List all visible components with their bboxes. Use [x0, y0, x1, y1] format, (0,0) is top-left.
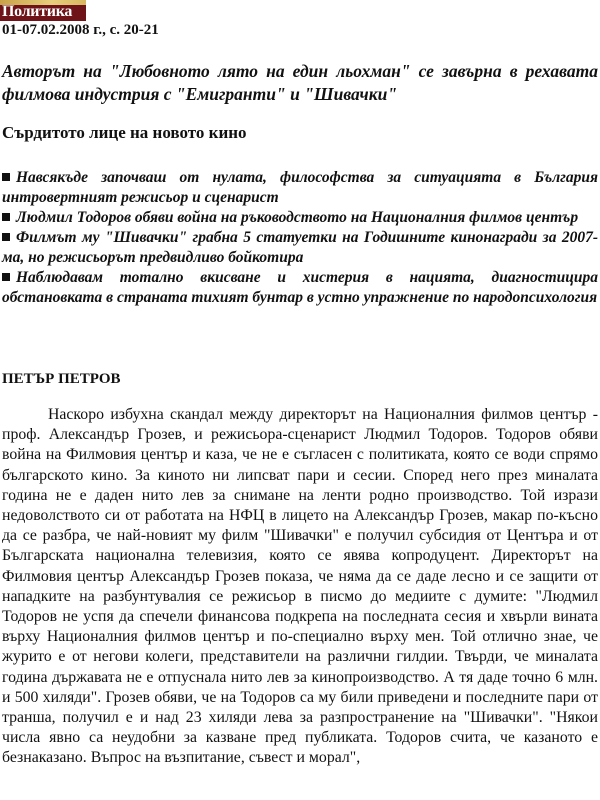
summary-bullet: [2, 168, 598, 208]
article-headline: Сърдитото лице на новото кино: [2, 123, 247, 142]
summary-bullet: [2, 208, 598, 228]
bullet-text: Филмът му "Шивачки" грабна 5 статуетки на Годишните кинонагради за 2007-ма, но режисьорът предвидливо бойкотира: [2, 229, 598, 266]
logo-text: Политика: [2, 3, 73, 20]
bullet-text: Навсякъде започваш от нулата, философства за ситуацията в България интровертният режисьор и сценарист: [2, 169, 598, 206]
summary-bullets: [2, 168, 598, 308]
publication-logo: [0, 0, 86, 21]
dateline: 01-07.02.2008 г., с. 20-21: [2, 22, 159, 38]
summary-bullet: [2, 228, 598, 268]
article-subhead: Авторът на "Любовното лято на един льохман" се завърна в рехавата филмова индустрия с "Емигранти" и "Шивачки": [2, 61, 598, 104]
square-bullet-icon: [2, 273, 10, 281]
bullet-text: Людмил Тодоров обяви война на ръководството на Националния филмов център: [16, 209, 579, 226]
square-bullet-icon: [2, 173, 10, 181]
author-byline: ПЕТЪР ПЕТРОВ: [2, 371, 121, 387]
square-bullet-icon: [2, 233, 10, 241]
summary-bullet: [2, 268, 598, 308]
bullet-text: Наблюдавам тотално вкисване и хистерия в нацията, диагностицира обстановката в страната тихият бунтар в устно упражнение по народопсихология: [2, 269, 598, 306]
square-bullet-icon: [2, 213, 10, 221]
article-body: Наскоро избухна скандал между директорът на Националния филмов център - проф. Александър Грозев, и режисьора-сценарист Людмил Тодоров. Тодоров обяви война на Филмовия център и каза, че не е съгласен с политиката, която се води спрямо българското кино. За киното ни липсват пари и сесии. Според него през миналата година не е даден нито лев за снимане на ленти родно производство. Той изрази недоволството си от работата на НФЦ в лицето на Александър Грозев, макар по-късно да се разбра, че най-новият му филм "Шивачки" е получил субсидия от Центъра и от Българската национална телевизия, която се явява копродуцент. Директорът на Филмовия център Александър Грозев показа, че няма да се даде лесно и се защити от нападките на разбунтувалия се режисьор в писмо до медиите с думите: "Людмил Тодоров не успя да спечели финансова подкрепа на последната сесия и хвърли вината върху Националния филмов център и по-специално върху мен. Той отлично знае, че журито е от негови колеги, представители на различни гилдии. Твърди, че миналата година държавата не е отпуснала нито лев за кинопроизводство. А тя даде точно 6 млн. и 500 хиляди". Грозев обяви, че на Тодоров са му били приведени и последните пари от транша, получил е и над 23 хиляди лева за разпространение на "Шивачки". "Някои числа явно са неудобни за казване пред публиката. Тодоров счита, че казаното е безнаказано. Въпрос на възпитание, съвест и морал",: [2, 406, 598, 767]
